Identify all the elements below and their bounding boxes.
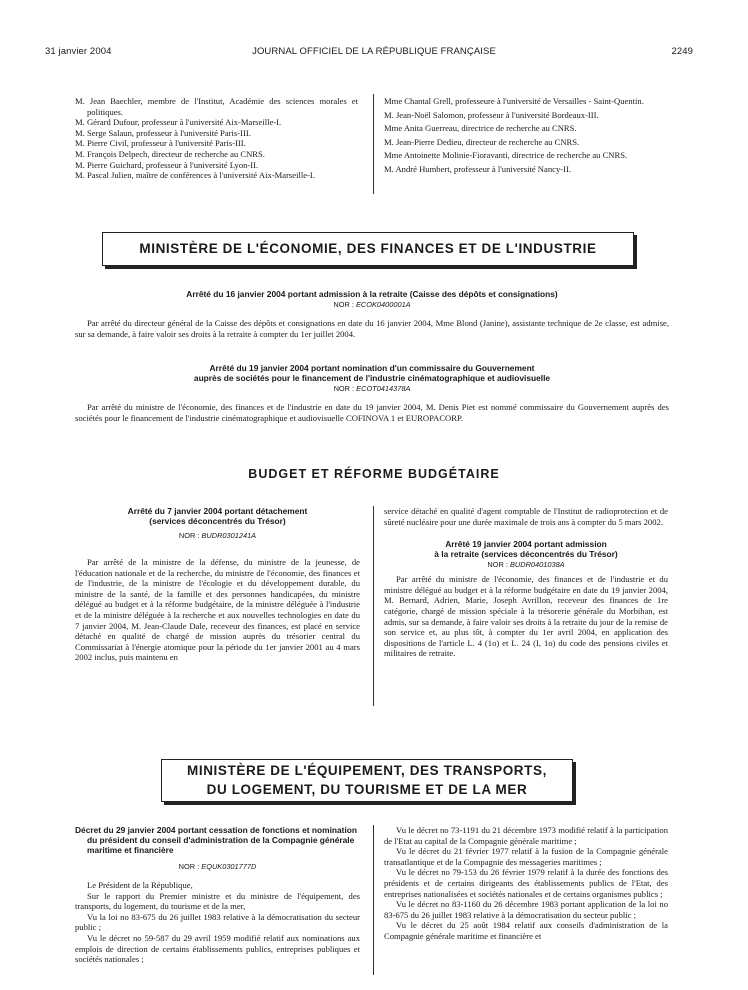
ministry-equipement-heading (161, 759, 573, 802)
member-line: M. André Humbert, professeur à l'université Nancy-II. (384, 163, 571, 174)
decret-paragraph: Vu la loi no 83-675 du 26 juillet 1983 relative à la démocratisation du secteur public ; (75, 911, 360, 933)
nor-reference (384, 559, 668, 570)
arrete-title-line2: (services déconcentrés du Trésor) (149, 516, 286, 526)
members-right-column (384, 96, 668, 175)
nor-reference (75, 383, 669, 394)
ministry-economy-heading: MINISTÈRE DE L'ÉCONOMIE, DES FINANCES ET DE L'INDUSTRIE (102, 232, 634, 266)
decret-paragraph: Vu le décret no 73-1191 du 21 décembre 1973 modifié relatif à la participation de l'Etat au capital de la Compagnie générale maritime ; (384, 825, 668, 846)
member-line: M. Pierre Guichard, professeur à l'université Lyon-II. (75, 159, 259, 170)
nor-label: NOR : (333, 384, 355, 393)
decret-paragraph: Le Président de la République, (87, 880, 193, 890)
member-line: M. François Delpech, directeur de recherche au CNRS. (75, 148, 265, 159)
member-line: M. Pierre Civil, professeur à l'université Paris-III. (75, 138, 246, 149)
budget-section-heading: BUDGET ET RÉFORME BUDGÉTAIRE (248, 467, 500, 481)
nor-label: NOR : (333, 300, 354, 309)
member-line: Mme Anita Guerreau, directrice de recherche au CNRS. (384, 123, 577, 134)
arrete-body: Par arrêté du ministre de l'économie, des finances et de l'industrie et du ministre délégué au budget et à la réforme budgétaire en date du 19 janvier 2004, M. Bernard, Adrien, Marie, Joseph Avrillon, receveur des finances de 1re catégorie, chargé de mission spéciale à la trésorerie générale du Morbihan, est admis, sur sa demande, à faire valoir ses droits à la retraite du jour de la remise de son service et, au plus tôt, à compter du 1er avril 2004, en application des dispositions de l'article L. 4 (1o) et L. 24 (I, 1o) du code des pensions civiles et militaires de retraite. (384, 574, 668, 659)
nor-reference (75, 861, 360, 872)
nor-code: EQUK0301777D (201, 862, 257, 871)
nor-code: ECOK0400001A (355, 300, 411, 309)
member-line: M. Serge Salaun, professeur à l'université Paris-III. (75, 127, 251, 138)
member-line: M. Jean-Noël Salomon, professeur à l'université Bordeaux-III. (384, 109, 599, 120)
arrete-title-line2: à la retraite (services déconcentrés du Trésor) (434, 549, 618, 560)
arrete-title-line1: Arrêté 19 janvier 2004 portant admission (445, 539, 607, 550)
budget-right-column (384, 506, 668, 659)
decret-paragraph: Vu le décret du 21 février 1977 relatif à la fusion de la Compagnie générale transatlantique et de la Compagnie des messageries maritimes ; (384, 846, 668, 867)
column-divider (373, 506, 374, 706)
decret-paragraph: Sur le rapport du Premier ministre et du ministre de l'équipement, des transports, du logement, du tourisme et de la mer, (75, 890, 360, 912)
decret-paragraph: Vu le décret no 83-1160 du 26 décembre 1983 portant application de la loi no 83-675 du 26 juillet 1983 relative à la démocratisation du secteur public ; (384, 899, 668, 920)
decret-title: Décret du 29 janvier 2004 portant cessation de fonctions et nomination du président du conseil d'administration de la Compagnie générale maritime et financière (75, 825, 358, 855)
nor-label: NOR : (487, 560, 508, 570)
nor-code: BUDR0401038A (509, 560, 565, 570)
arrete-body: Par arrêté du ministre de l'économie, des finances et de l'industrie en date du 19 janvier 2004, M. Denis Piet est nommé commissaire du Gouvernement auprès des sociétés pour le financement de l'industrie cinématographique et audiovisuelle COFINOVA 1 et EUROPACORP. (75, 402, 669, 423)
arrete-body-continuation: service détaché en qualité d'agent comptable de l'Institut de radioprotection et de sûreté nucléaire pour une durée maximale de trois ans à compter du 5 mars 2002. (384, 506, 668, 527)
nor-reference (75, 530, 360, 541)
arrete-retraite-block (75, 289, 669, 339)
column-divider (373, 825, 374, 975)
members-left-column (75, 96, 358, 181)
member-line: M. Jean-Pierre Dedieu, directeur de recherche au CNRS. (384, 136, 580, 147)
ministry-heading-line1: MINISTÈRE DE L'ÉQUIPEMENT, DES TRANSPORTS, (187, 763, 547, 778)
arrete-nomination-block (75, 363, 669, 423)
arrete-body: Par arrêté de la ministre de la défense, du ministre de la jeunesse, de l'éducation nationale et de la recherche, du ministre de l'économie, des finances et de l'industrie, de la ministre de l'écologie et du développement durable, du ministre de la santé, de la famille et des personnes handicapées, du ministre délégué au budget et à la réforme budgétaire, de la ministre déléguée à l'industrie et de la ministre déléguée à la recherche et aux nouvelles technologies en date du 7 janvier 2004, M. Jean-Claude Dale, receveur des finances, est placé en service détaché en qualité de chargé de mission auprès du trésorier central du Commissariat à l'énergie atomique pour la période du 1er janvier 2001 au 4 mars 2002 inclus, puis maintenu en (75, 557, 360, 663)
member-line: M. Gérard Dufour, professeur à l'université Aix-Marseille-I. (75, 117, 282, 128)
nor-label: NOR : (178, 862, 200, 871)
arrete-title: Arrêté du 16 janvier 2004 portant admission à la retraite (Caisse des dépôts et consignations) (186, 289, 558, 299)
member-line: Mme Antoinette Molinie-Fioravanti, directrice de recherche au CNRS. (384, 150, 628, 161)
decret-right-column (384, 825, 668, 942)
member-line: M. Pascal Julien, maître de conférences à l'université Aix-Marseille-I. (75, 170, 315, 181)
decret-paragraph: Vu le décret no 59-587 du 29 avril 1959 modifié relatif aux nominations aux emplois de direction de certains établissements publics, entreprises publiques et sociétés nationales ; (75, 932, 360, 965)
arrete-title-line2: auprès de sociétés pour le financement de l'industrie cinématographique et audiovisuelle (193, 373, 551, 383)
page-number: 2249 (671, 46, 693, 57)
arrete-body: Par arrêté du directeur général de la Caisse des dépôts et consignations en date du 16 janvier 2004, Mme Blond (Janine), assistante technique de 2e classe, est admise, sur sa demande, à faire valoir ses droits à la retraite à compter du 1er juillet 2004. (75, 318, 669, 339)
decret-left-column (75, 825, 360, 965)
decret-paragraph: Vu le décret du 25 août 1984 relatif aux conseils d'administration de la Compagnie générale maritime et financière et (384, 920, 668, 941)
header-date: 31 janvier 2004 (45, 46, 112, 57)
member-line: Mme Chantal Grell, professeure à l'université de Versailles - Saint-Quentin. (384, 96, 644, 106)
ministry-heading-line2: DU LOGEMENT, DU TOURISME ET DE LA MER (206, 782, 528, 797)
column-divider (373, 94, 374, 194)
nor-code: ECOT0414378A (356, 384, 411, 393)
nor-label: NOR : (178, 531, 200, 540)
nor-code: BUDR0301241A (201, 531, 257, 540)
arrete-detachement-block (75, 506, 360, 663)
decret-paragraph: Vu le décret no 79-153 du 26 février 1979 relatif à la durée des fonctions des présidents et de certains dirigeants des établissements publics de l'Etat, des entreprises nationalisées et sociétés nationales et de certains organismes publics ; (384, 867, 668, 899)
arrete-title-line1: Arrêté du 19 janvier 2004 portant nomination d'un commissaire du Gouvernement (209, 363, 535, 373)
member-line: M. Jean Baechler, membre de l'Institut, Académie des sciences morales et politiques. (75, 96, 358, 117)
arrete-title-line1: Arrêté du 7 janvier 2004 portant détachement (127, 506, 308, 516)
journal-title: JOURNAL OFFICIEL DE LA RÉPUBLIQUE FRANÇAISE (252, 46, 496, 57)
nor-reference (75, 299, 669, 310)
